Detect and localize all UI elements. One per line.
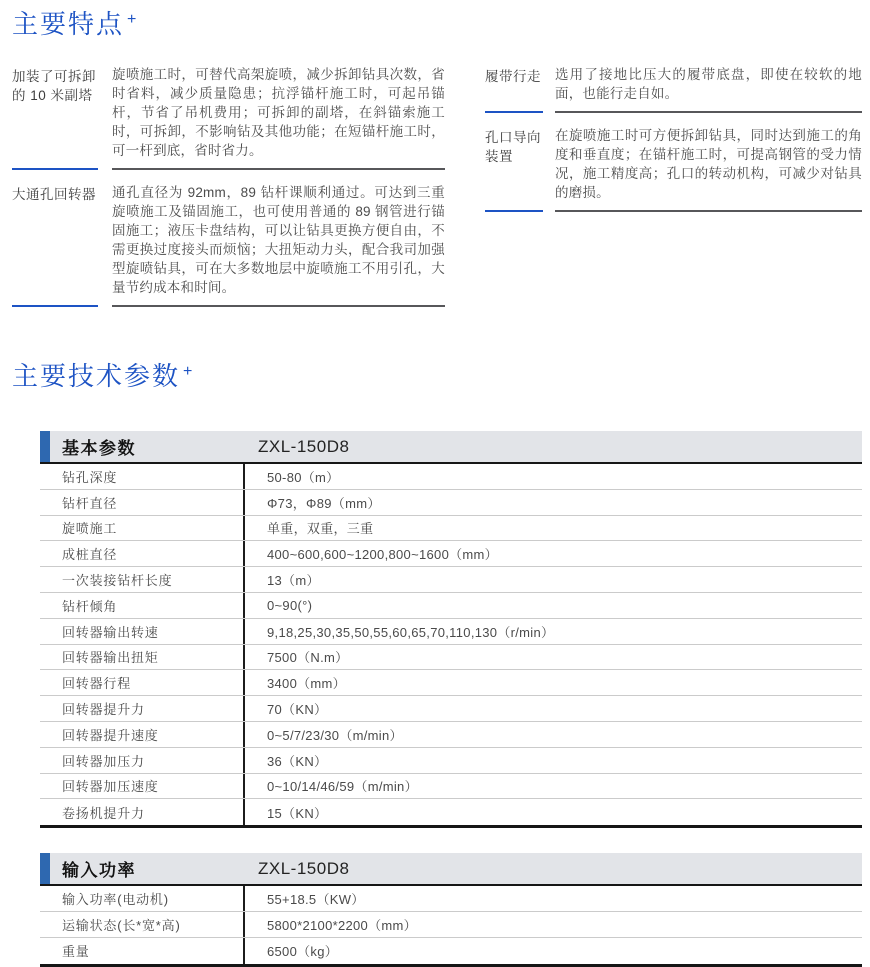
feature-item <box>12 183 445 307</box>
feature-label: 孔口导向装置 <box>485 126 543 212</box>
feature-label: 履带行走 <box>485 65 543 113</box>
param-name: 钻杆倾角 <box>40 593 245 618</box>
param-name: 钻孔深度 <box>40 464 245 489</box>
feature-item <box>485 126 862 212</box>
table-row <box>40 567 862 593</box>
param-name: 钻杆直径 <box>40 490 245 515</box>
param-value: 15（KN） <box>267 805 328 821</box>
accent-bar <box>40 431 50 462</box>
param-value: 9,18,25,30,35,50,55,60,65,70,110,130（r/min） <box>267 624 555 640</box>
param-name: 回转器提升力 <box>40 696 245 721</box>
param-name: 运输状态(长*宽*高) <box>40 912 245 937</box>
specs-title-text: 主要技术参数 <box>12 361 181 391</box>
param-name: 输入功率(电动机) <box>40 886 245 911</box>
spec-table <box>40 853 862 966</box>
feature-description: 旋喷施工时，可替代高架旋喷，减少拆卸钻具次数，省时省料，减少质量隐患；抗浮锚杆施工时，可起吊锚杆，节省了吊机费用；可拆卸的副塔，在斜锚索施工时，可拆卸，不影响钻及其他功能；在短锚杆施工时，可一杆到底，省时省力。 <box>112 65 445 170</box>
table-row <box>40 748 862 774</box>
table-row <box>40 541 862 567</box>
param-value: 6500（kg） <box>267 944 339 960</box>
table-title: 基本参数 <box>62 439 136 458</box>
features-column-left <box>12 65 445 320</box>
param-name: 回转器输出扭矩 <box>40 645 245 670</box>
plus-mark-icon: + <box>183 363 193 380</box>
feature-item <box>485 65 862 113</box>
table-row <box>40 722 862 748</box>
feature-item <box>12 65 445 170</box>
param-name: 回转器加压力 <box>40 748 245 773</box>
table-row <box>40 696 862 722</box>
param-value: 0~5/7/23/30（m/min） <box>267 727 403 743</box>
table-row <box>40 912 862 938</box>
table-row <box>40 774 862 800</box>
table-header <box>40 853 862 886</box>
table-row <box>40 490 862 516</box>
table-body <box>40 464 862 828</box>
features-columns <box>12 65 862 320</box>
table-row <box>40 645 862 671</box>
table-row <box>40 619 862 645</box>
param-value: 单重，双重，三重 <box>267 521 374 537</box>
param-name: 一次装接钻杆长度 <box>40 567 245 592</box>
specs-section <box>0 360 870 967</box>
param-value: 0~90(°) <box>267 597 313 613</box>
table-title: 输入功率 <box>62 861 136 881</box>
table-row <box>40 938 862 964</box>
feature-description: 通孔直径为 92mm，89 钻杆课顺利通过。可达到三重旋喷施工及锚固施工，也可使用普通的 89 钢管进行锚固施工；液压卡盘结构，可以让钻具更换方便自由，不需更换过度接头而烦恼；大扭矩动力头，配合我司加强型旋喷钻具，可在大多数地层中旋喷施工不用引孔，大量节约成本和时间。 <box>112 183 445 307</box>
param-name: 旋喷施工 <box>40 516 245 541</box>
param-value: 50-80（m） <box>267 469 340 485</box>
table-header <box>40 431 862 464</box>
param-name: 回转器加压速度 <box>40 774 245 799</box>
param-value: 5800*2100*2200（mm） <box>267 917 417 933</box>
param-name: 回转器输出转速 <box>40 619 245 644</box>
param-value: 70（KN） <box>267 702 328 718</box>
plus-mark-icon: + <box>127 11 137 28</box>
feature-label: 大通孔回转器 <box>12 183 98 307</box>
feature-description: 选用了接地比压大的履带底盘，即使在较软的地面，也能行走自如。 <box>555 65 862 113</box>
model-number: ZXL-150D8 <box>258 436 350 456</box>
param-name: 回转器提升速度 <box>40 722 245 747</box>
table-body <box>40 886 862 966</box>
param-value: 13（m） <box>267 573 320 589</box>
param-value: 3400（mm） <box>267 676 346 692</box>
param-name: 成桩直径 <box>40 541 245 566</box>
param-value: 0~10/14/46/59（m/min） <box>267 779 418 795</box>
param-name: 重量 <box>40 938 245 964</box>
param-value: Φ73，Φ89（mm） <box>267 495 381 511</box>
feature-description: 在旋喷施工时可方便拆卸钻具，同时达到施工的角度和垂直度；在锚杆施工时，可提高钢管的受力情况，施工精度高；孔口的转动机构，可减少对钻具的磨损。 <box>555 126 862 212</box>
table-row <box>40 593 862 619</box>
features-column-right <box>485 65 862 320</box>
model-number: ZXL-150D8 <box>258 858 350 878</box>
table-row <box>40 670 862 696</box>
features-title-text: 主要特点 <box>12 9 125 39</box>
specs-title <box>12 360 870 397</box>
spec-tables <box>40 431 862 967</box>
table-row <box>40 464 862 490</box>
table-row <box>40 516 862 542</box>
param-value: 400~600,600~1200,800~1600（mm） <box>267 547 498 563</box>
features-section <box>0 0 870 320</box>
param-value: 36（KN） <box>267 753 328 769</box>
spec-table <box>40 431 862 828</box>
features-title <box>12 8 862 45</box>
feature-label: 加装了可拆卸的 10 米副塔 <box>12 65 98 170</box>
table-row <box>40 799 862 825</box>
table-row <box>40 886 862 912</box>
param-value: 55+18.5（KW） <box>267 892 365 908</box>
param-value: 7500（N.m） <box>267 650 349 666</box>
param-name: 回转器行程 <box>40 670 245 695</box>
param-name: 卷扬机提升力 <box>40 799 245 825</box>
accent-bar <box>40 853 50 884</box>
